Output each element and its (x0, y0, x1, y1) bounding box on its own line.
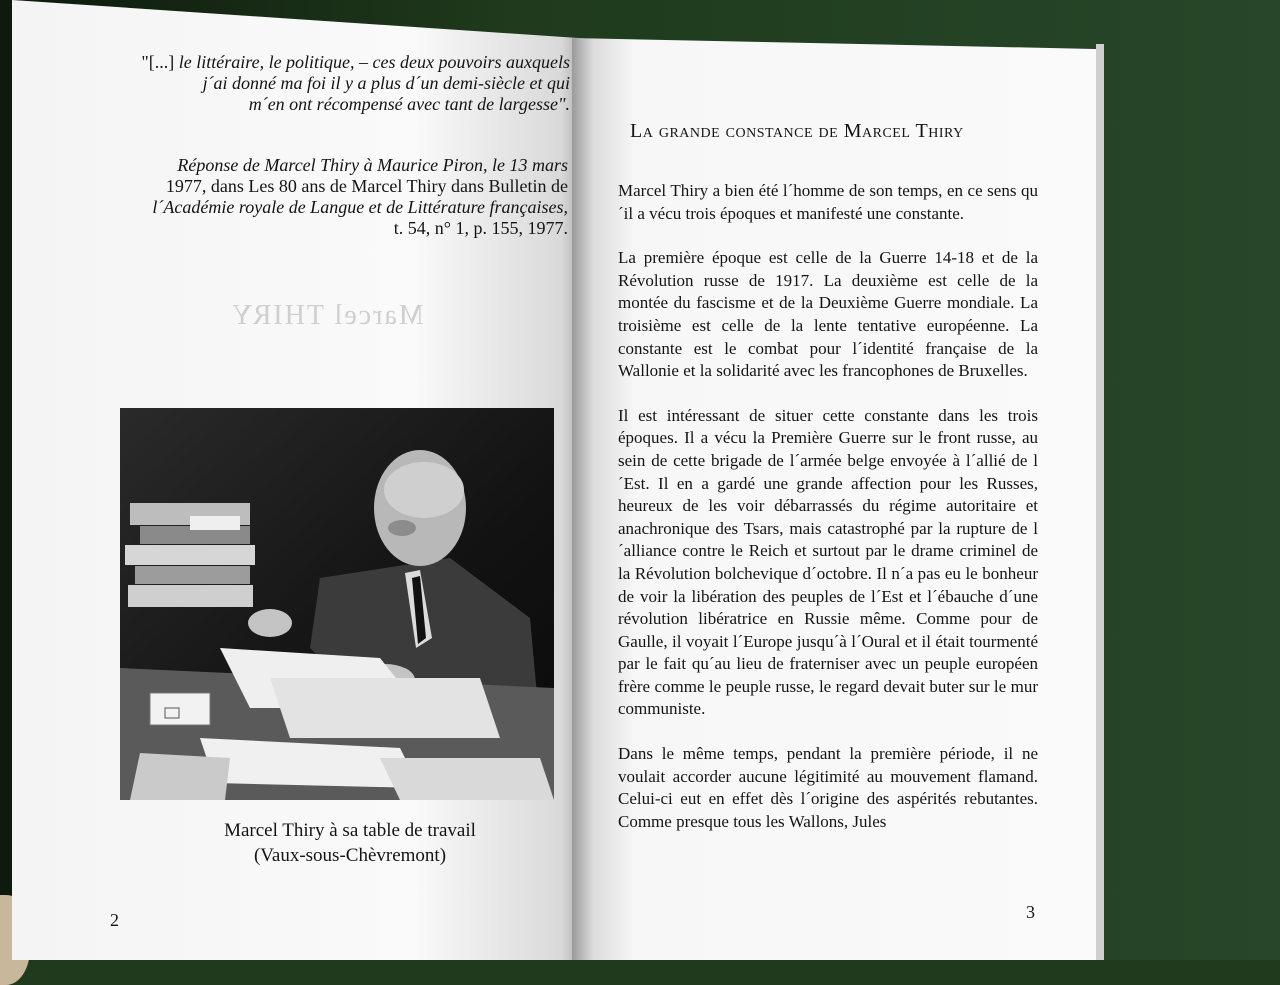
source-line: 1977, dans Les 80 ans de Marcel Thiry dans Bulletin de (165, 176, 568, 196)
caption-line: Marcel Thiry à sa table de travail (224, 820, 476, 841)
photo-caption (170, 818, 530, 868)
quote-line: m´en ont récompensé avec tant de largesse". (248, 94, 570, 114)
epigraph-quote (120, 52, 570, 115)
paragraph: Dans le même temps, pendant la première période, il ne voulait accorder aucune légitimité au mouvement flamand. Celui-ci eut en effet dès l´origine des aspérités rebutantes. Comme presque tous les Wallons, Jules (618, 744, 1038, 831)
quote-line: le littéraire, le politique, – ces deux pouvoirs auxquels (178, 52, 570, 72)
quote-line: j´ai donné ma foi il y a plus d´un demi-siècle et qui (202, 73, 570, 93)
chapter-title: La grande constance de Marcel Thiry (630, 120, 964, 142)
epigraph-source (120, 155, 568, 239)
quote-open: "[...] (141, 52, 179, 72)
caption-line: (Vaux-sous-Chèvremont) (253, 845, 447, 866)
page-edge (1096, 44, 1104, 960)
source-line: l´Académie royale de Langue et de Littérature françaises, (152, 197, 568, 217)
show-through-text: Marcel THIRY (230, 300, 424, 331)
author-photo (120, 408, 554, 800)
source-line: Réponse de Marcel Thiry à Maurice Piron, le 13 mars (177, 155, 568, 175)
chapter-body (618, 180, 1038, 855)
page-number-right: 3 (1026, 902, 1035, 922)
page-number-left: 2 (110, 910, 119, 930)
paragraph: Il est intéressant de situer cette constante dans les trois époques. Il a vécu la Première Guerre sur le front russe, au sein de cette brigade de l´armée belge envoyée à l´allié de l´Est. Il en a gardé une grande affection pour les Russes, heureux de les voir débarrassés du régime autoritaire et anachronique des Tsars, mais catastrophé par la rupture de l´alliance contre le Reich et surtout par le drame criminel de la Révolution bolchevique d´octobre. Il n´a pas eu le bonheur de voir la libération des peuples de l´Est et l´ébauche d´une révolution libératrice en Russie même. Comme pour de Gaulle, il voyait l´Europe jusqu´à l´Oural et il était tourmenté par le fait qu´au lieu de fraterniser avec un peuple européen frère comme le peuple russe, le regard devait buter sur le mur communiste. (618, 405, 1038, 719)
paragraph: Marcel Thiry a bien été l´homme de son temps, en ce sens qu´il a vécu trois époques et manifesté une constante. (618, 181, 1038, 223)
source-line: t. 54, n° 1, p. 155, 1977. (393, 218, 568, 238)
paragraph: La première époque est celle de la Guerre 14-18 et de la Révolution russe de 1917. La deuxième est celle de la montée du fascisme et de la Deuxième Guerre mondiale. La troisième est celle de la lente tentative européenne. La constante est le combat pour l´identité française de la Wallonie et la solidarité avec les francophones de Bruxelles. (618, 248, 1038, 381)
